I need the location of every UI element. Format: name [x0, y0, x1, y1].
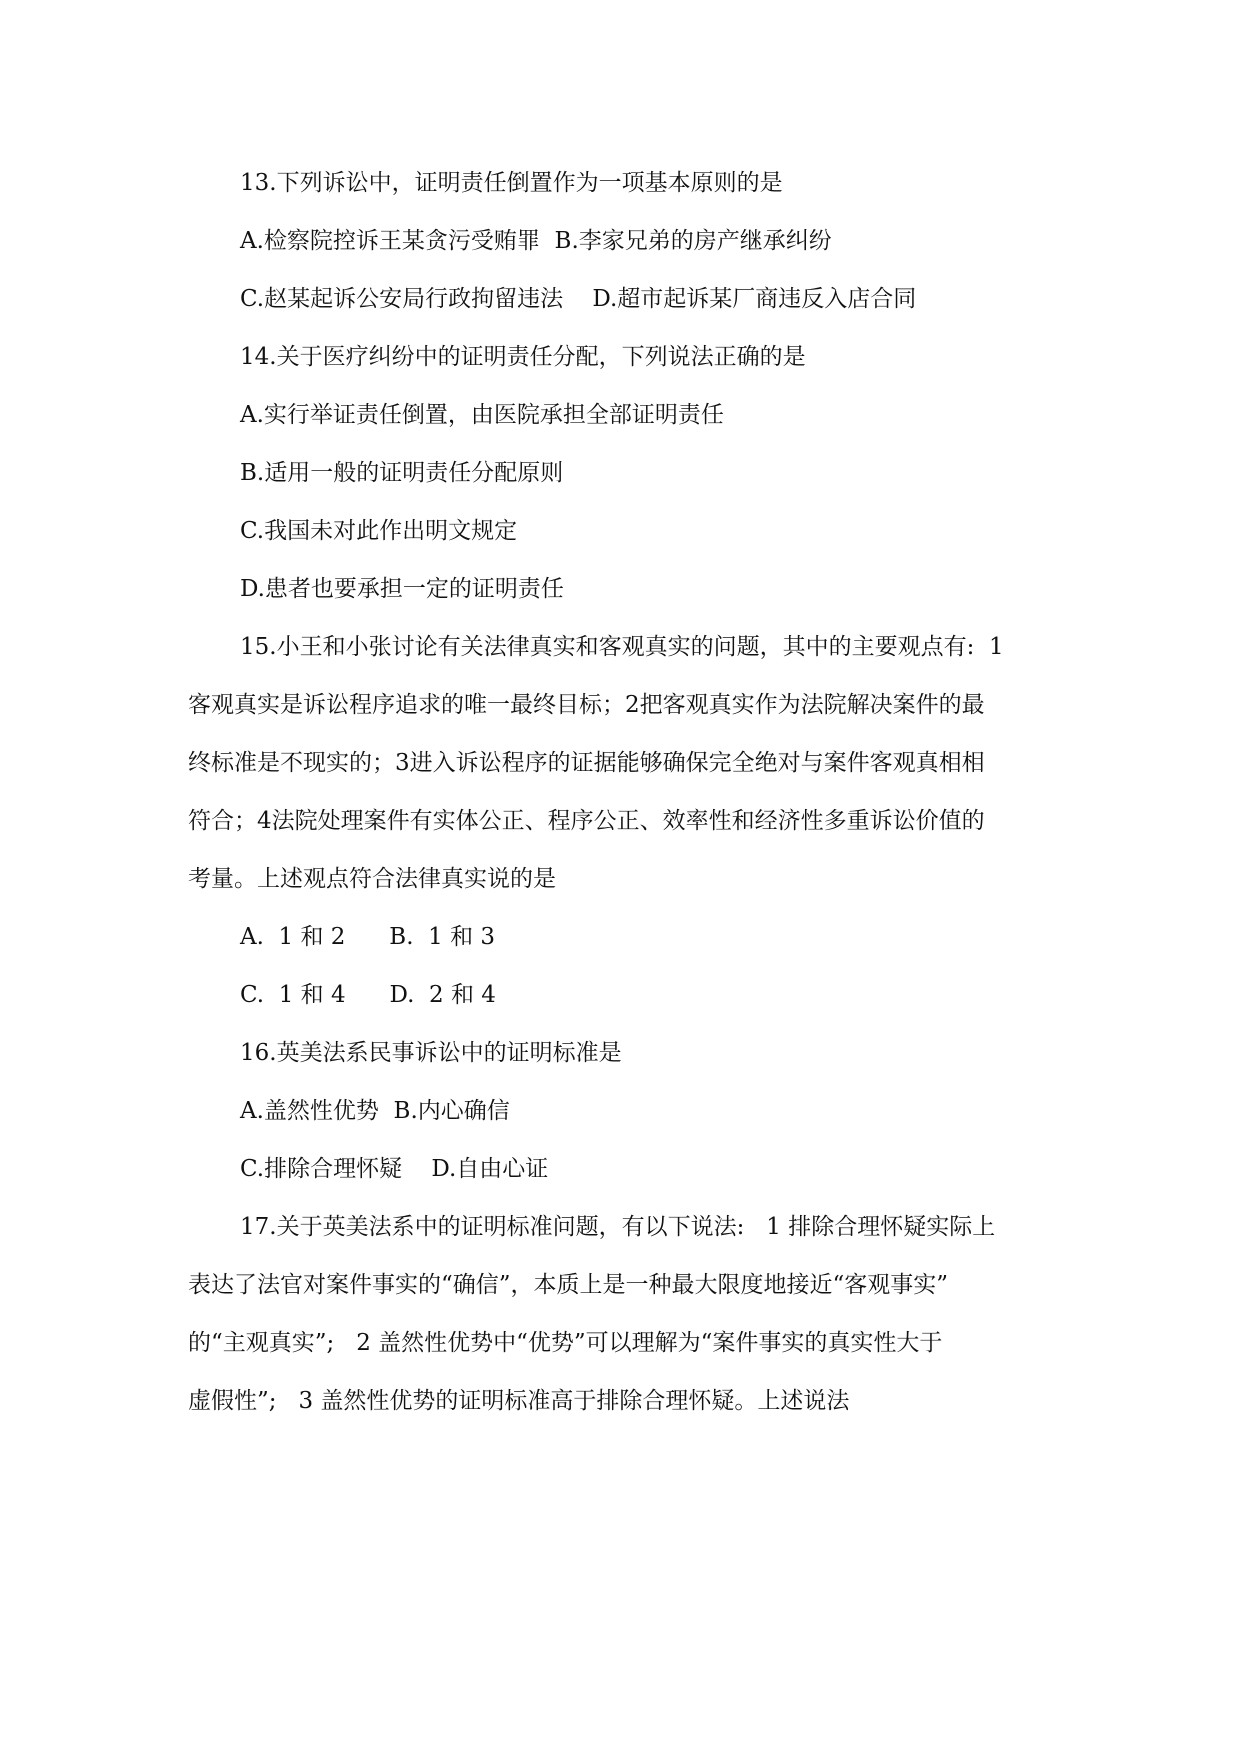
question-14-option-d: D.患者也要承担一定的证明责任	[240, 576, 564, 602]
question-13-options-cd: C.赵某起诉公安局行政拘留违法 D.超市起诉某厂商违反入店合同	[240, 286, 917, 312]
question-15-options-ab: A. 1 和 2 B. 1 和 3	[240, 924, 496, 950]
question-15-stem-line-3: 终标准是不现实的；3进入诉讼程序的证据能够确保完全绝对与案件客观真相相	[188, 750, 985, 776]
question-17-stem-line-3: 的“主观真实”; 2 盖然性优势中“优势”可以理解为“案件事实的真实性大于	[188, 1330, 943, 1356]
question-16-options-ab: A.盖然性优势 B.内心确信	[240, 1098, 510, 1124]
question-14-option-a: A.实行举证责任倒置，由医院承担全部证明责任	[240, 402, 724, 428]
question-15-stem-line-4: 符合；4法院处理案件有实体公正、程序公正、效率性和经济性多重诉讼价值的	[188, 808, 985, 834]
question-17-stem-line-2: 表达了法官对案件事实的“确信”，本质上是一种最大限度地接近“客观事实”	[188, 1272, 949, 1298]
question-17-stem-line-4: 虚假性”; 3 盖然性优势的证明标准高于排除合理怀疑。上述说法	[188, 1388, 850, 1414]
question-16-stem: 16.英美法系民事诉讼中的证明标准是	[240, 1040, 622, 1066]
question-13-options-ab: A.检察院控诉王某贪污受贿罪 B.李家兄弟的房产继承纠纷	[240, 228, 832, 254]
question-14-option-c: C.我国未对此作出明文规定	[240, 518, 518, 544]
question-15-stem-line-5: 考量。上述观点符合法律真实说的是	[188, 866, 556, 892]
question-15-stem-line-1: 15.小王和小张讨论有关法律真实和客观真实的问题，其中的主要观点有: 1	[240, 634, 1004, 660]
question-15-options-cd: C. 1 和 4 D. 2 和 4	[240, 982, 496, 1008]
question-14-stem: 14.关于医疗纠纷中的证明责任分配，下列说法正确的是	[240, 344, 806, 370]
question-17-stem-line-1: 17.关于英美法系中的证明标准问题，有以下说法: 1 排除合理怀疑实际上	[240, 1214, 996, 1240]
question-13-stem: 13.下列诉讼中，证明责任倒置作为一项基本原则的是	[240, 170, 783, 196]
question-14-option-b: B.适用一般的证明责任分配原则	[240, 460, 564, 486]
question-16-options-cd: C.排除合理怀疑 D.自由心证	[240, 1156, 549, 1182]
question-15-stem-line-2: 客观真实是诉讼程序追求的唯一最终目标；2把客观真实作为法院解决案件的最	[188, 692, 985, 718]
